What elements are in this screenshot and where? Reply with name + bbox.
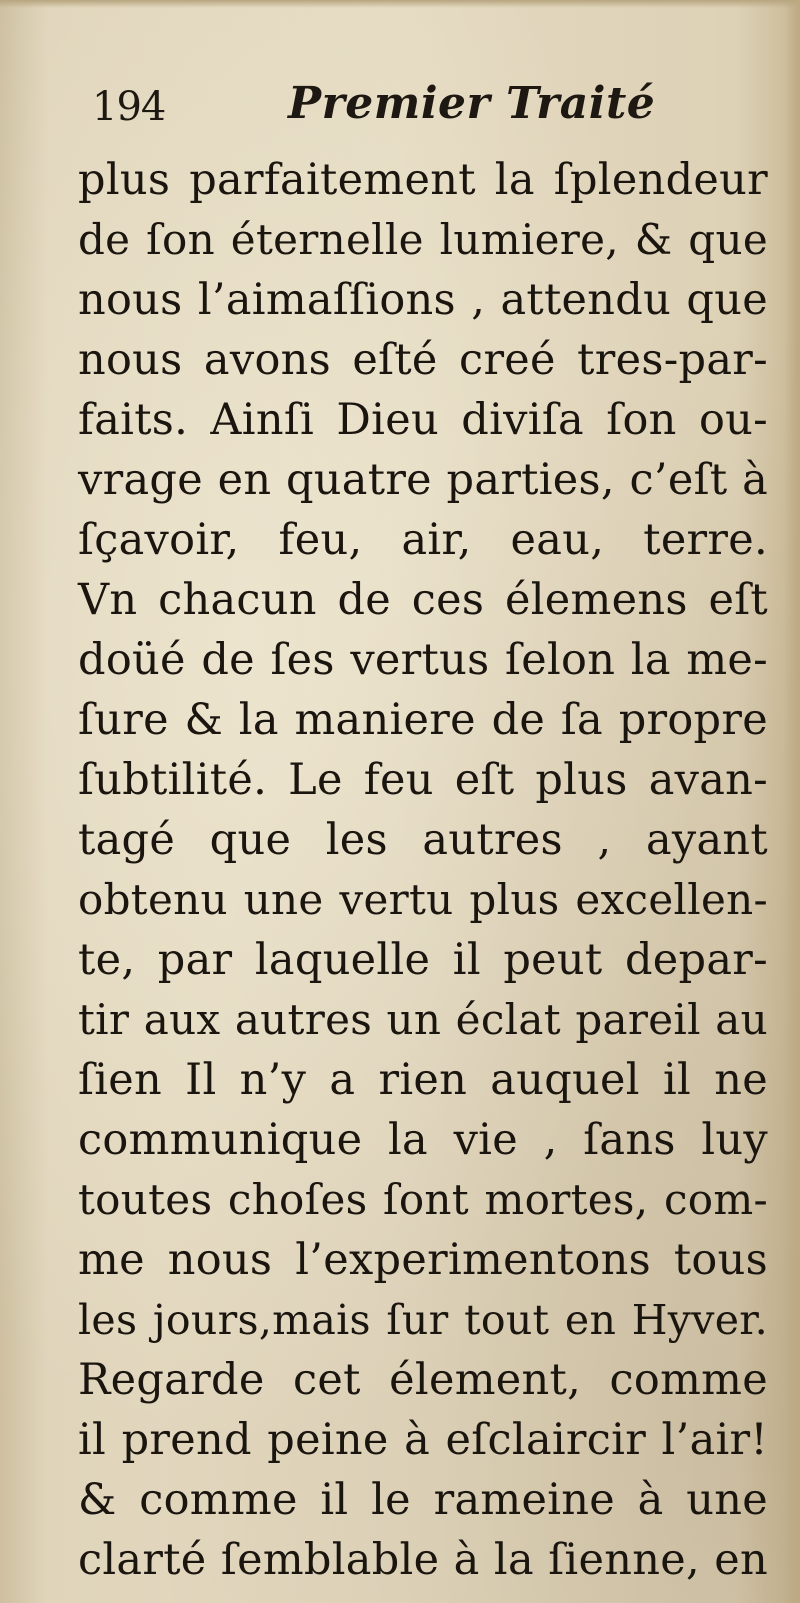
- running-title: Premier Traité: [288, 78, 656, 129]
- text-line: faits. Ainſi Dieu diviſa ſon ou-: [78, 395, 768, 445]
- text-line: de ſon éternelle lumiere, & que: [78, 215, 768, 264]
- text-line: les jours,mais ſur tout en Hyver.: [78, 1296, 768, 1344]
- text-line: te, par laquelle il peut depar-: [78, 935, 768, 985]
- text-line: communique la vie , ſans luy: [78, 1115, 768, 1165]
- text-line: clarté ſemblable à la ſienne, en: [78, 1535, 768, 1585]
- text-line: tagé que les autres , ayant: [78, 815, 768, 865]
- page-number: 194: [92, 84, 166, 130]
- text-line: vrage en quatre parties, c’eſt à: [78, 455, 768, 505]
- text-line: plus parfaitement la ſplendeur: [78, 155, 768, 205]
- text-line: ſçavoir, feu, air, eau, terre.: [78, 515, 768, 565]
- text-line: nous l’aimaſſions , attendu que: [78, 275, 768, 325]
- text-line: me nous l’experimentons tous: [78, 1235, 768, 1285]
- text-line: il prend peine à eſclaircir l’air!: [78, 1415, 768, 1465]
- text-line: ſure & la maniere de ſa propre: [78, 695, 768, 745]
- running-head: [92, 78, 712, 138]
- text-line: doüé de ſes vertus ſelon la me-: [78, 635, 768, 685]
- text-line: tir aux autres un éclat pareil au: [78, 995, 768, 1044]
- body-text: [78, 150, 768, 1590]
- text-line: ſubtilité. Le feu eſt plus avan-: [78, 755, 768, 805]
- text-line: & comme il le rameine à une: [78, 1475, 768, 1525]
- text-line: Vn chacun de ces élemens eſt: [78, 575, 768, 625]
- text-line: toutes choſes ſont mortes, com-: [78, 1175, 768, 1224]
- text-line: ſien Il n’y a rien auquel il ne: [78, 1055, 768, 1105]
- text-line: Regarde cet élement, comme: [78, 1355, 768, 1405]
- page-top-edge: [0, 0, 800, 8]
- text-line: nous avons eſté creé tres-par-: [78, 335, 768, 385]
- page-right-edge: [784, 0, 800, 1603]
- text-line: obtenu une vertu plus excellen-: [78, 875, 768, 924]
